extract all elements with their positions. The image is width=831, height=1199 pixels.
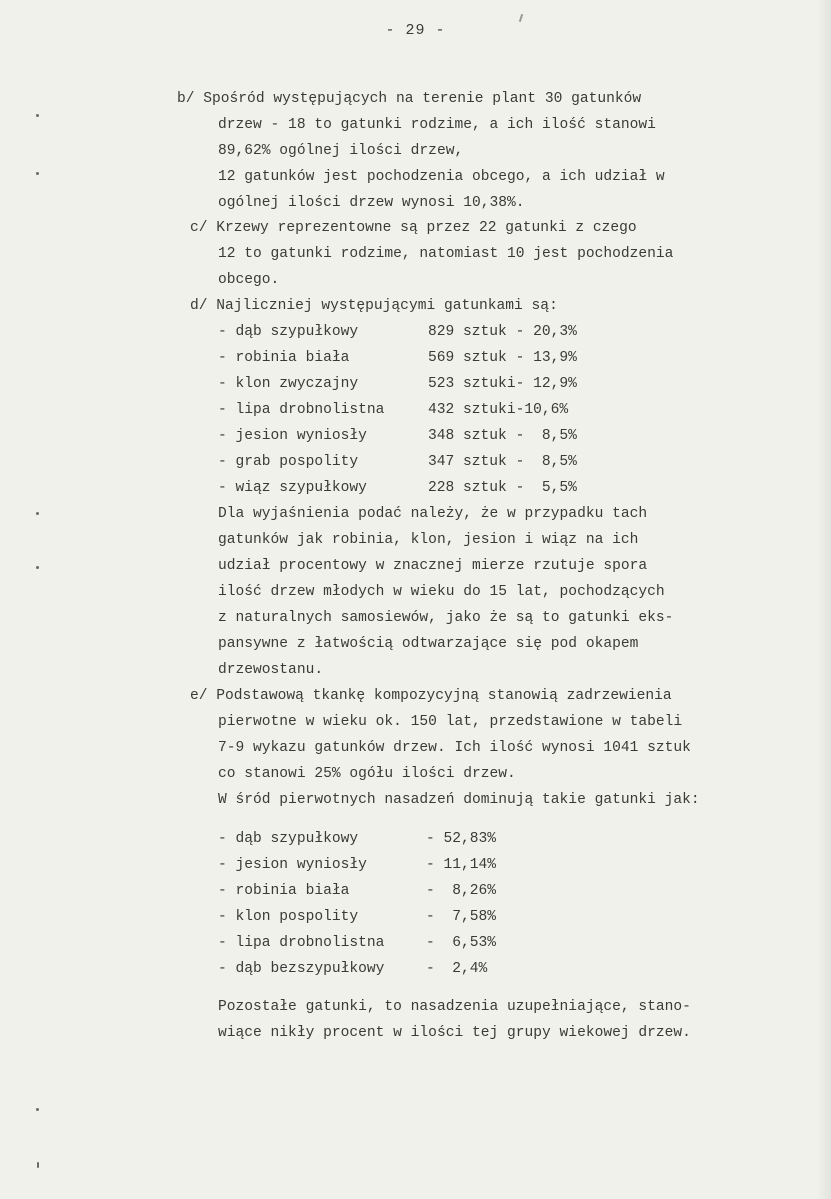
section-e-item-name: - klon pospolity <box>218 909 359 925</box>
scan-speck <box>36 1108 39 1111</box>
scan-speck <box>37 1162 39 1168</box>
section-e-item-pct: - 11,14% <box>426 857 497 873</box>
section-e-item-name: - dąb szypułkowy <box>218 831 359 847</box>
section-e-item-pct: - 7,58% <box>426 909 497 925</box>
section-e-line: co stanowi 25% ogółu ilości drzew. <box>218 766 516 782</box>
section-e-item-name: - robinia biała <box>218 883 350 899</box>
page-number: - 29 - <box>385 22 446 39</box>
section-e-item-pct: - 2,4% <box>426 961 488 977</box>
section-d-item-name: - grab pospolity <box>218 454 359 470</box>
section-d-item-name: - wiąz szypułkowy <box>218 480 367 496</box>
section-c-line: 12 to gatunki rodzime, natomiast 10 jest pochodzenia <box>218 246 674 262</box>
scan-speck <box>36 114 39 117</box>
section-d-item-count: 829 sztuk - 20,3% <box>428 324 577 340</box>
scan-speck <box>36 172 39 175</box>
section-d-intro: d/ Najliczniej występującymi gatunkami są: <box>190 298 558 314</box>
section-d-item-count: 228 sztuk - 5,5% <box>428 480 577 496</box>
scan-speck <box>36 512 39 515</box>
pen-mark <box>519 14 523 22</box>
section-d-item-count: 569 sztuk - 13,9% <box>428 350 577 366</box>
section-d-item-count: 523 sztuki- 12,9% <box>428 376 577 392</box>
section-d-note-line: Dla wyjaśnienia podać należy, że w przypadku tach <box>218 506 648 522</box>
section-d-item-name: - dąb szypułkowy <box>218 324 359 340</box>
section-b-line: drzew - 18 to gatunki rodzime, a ich ilość stanowi <box>218 117 656 133</box>
section-b-line: ogólnej ilości drzew wynosi 10,38%. <box>218 195 525 211</box>
section-e-item-name: - dąb bezszypułkowy <box>218 961 385 977</box>
section-d-item-count: 347 sztuk - 8,5% <box>428 454 577 470</box>
section-d-note-line: pansywne z łatwością odtwarzające się pod okapem <box>218 636 639 652</box>
section-e-closing-line: wiące nikły procent w ilości tej grupy wiekowej drzew. <box>218 1025 691 1041</box>
section-e-item-name: - lipa drobnolistna <box>218 935 385 951</box>
section-b-line: 12 gatunków jest pochodzenia obcego, a ich udział w <box>218 169 665 185</box>
section-d-item-name: - robinia biała <box>218 350 350 366</box>
section-b-line: b/ Spośród występujących na terenie plant 30 gatunków <box>177 91 642 107</box>
section-b-line: 89,62% ogólnej ilości drzew, <box>218 143 464 159</box>
section-c-line: c/ Krzewy reprezentowne są przez 22 gatunki z czego <box>190 220 637 236</box>
page-edge-shadow <box>817 0 831 1199</box>
section-d-item-count: 432 sztuki-10,6% <box>428 402 569 418</box>
section-d-note-line: ilość drzew młodych w wieku do 15 lat, pochodzących <box>218 584 665 600</box>
section-e-line: pierwotne w wieku ok. 150 lat, przedstawione w tabeli <box>218 714 683 730</box>
section-e-line: W śród pierwotnych nasadzeń dominują takie gatunki jak: <box>218 792 700 808</box>
section-d-note-line: z naturalnych samosiewów, jako że są to gatunki eks- <box>218 610 674 626</box>
section-e-line: e/ Podstawową tkankę kompozycyjną stanowią zadrzewienia <box>190 688 672 704</box>
scan-speck <box>36 566 39 569</box>
section-e-item-pct: - 8,26% <box>426 883 497 899</box>
section-c-line: obcego. <box>218 272 280 288</box>
section-e-item-name: - jesion wyniosły <box>218 857 367 873</box>
section-e-item-pct: - 6,53% <box>426 935 497 951</box>
section-d-note-line: drzewostanu. <box>218 662 324 678</box>
section-e-line: 7-9 wykazu gatunków drzew. Ich ilość wynosi 1041 sztuk <box>218 740 691 756</box>
section-d-item-name: - lipa drobnolistna <box>218 402 385 418</box>
section-e-item-pct: - 52,83% <box>426 831 497 847</box>
section-d-item-name: - klon zwyczajny <box>218 376 359 392</box>
section-d-note-line: gatunków jak robinia, klon, jesion i wiąz na ich <box>218 532 639 548</box>
section-d-item-count: 348 sztuk - 8,5% <box>428 428 577 444</box>
section-d-item-name: - jesion wyniosły <box>218 428 367 444</box>
section-d-note-line: udział procentowy w znacznej mierze rzutuje spora <box>218 558 648 574</box>
section-e-closing-line: Pozostałe gatunki, to nasadzenia uzupełniające, stano- <box>218 999 691 1015</box>
